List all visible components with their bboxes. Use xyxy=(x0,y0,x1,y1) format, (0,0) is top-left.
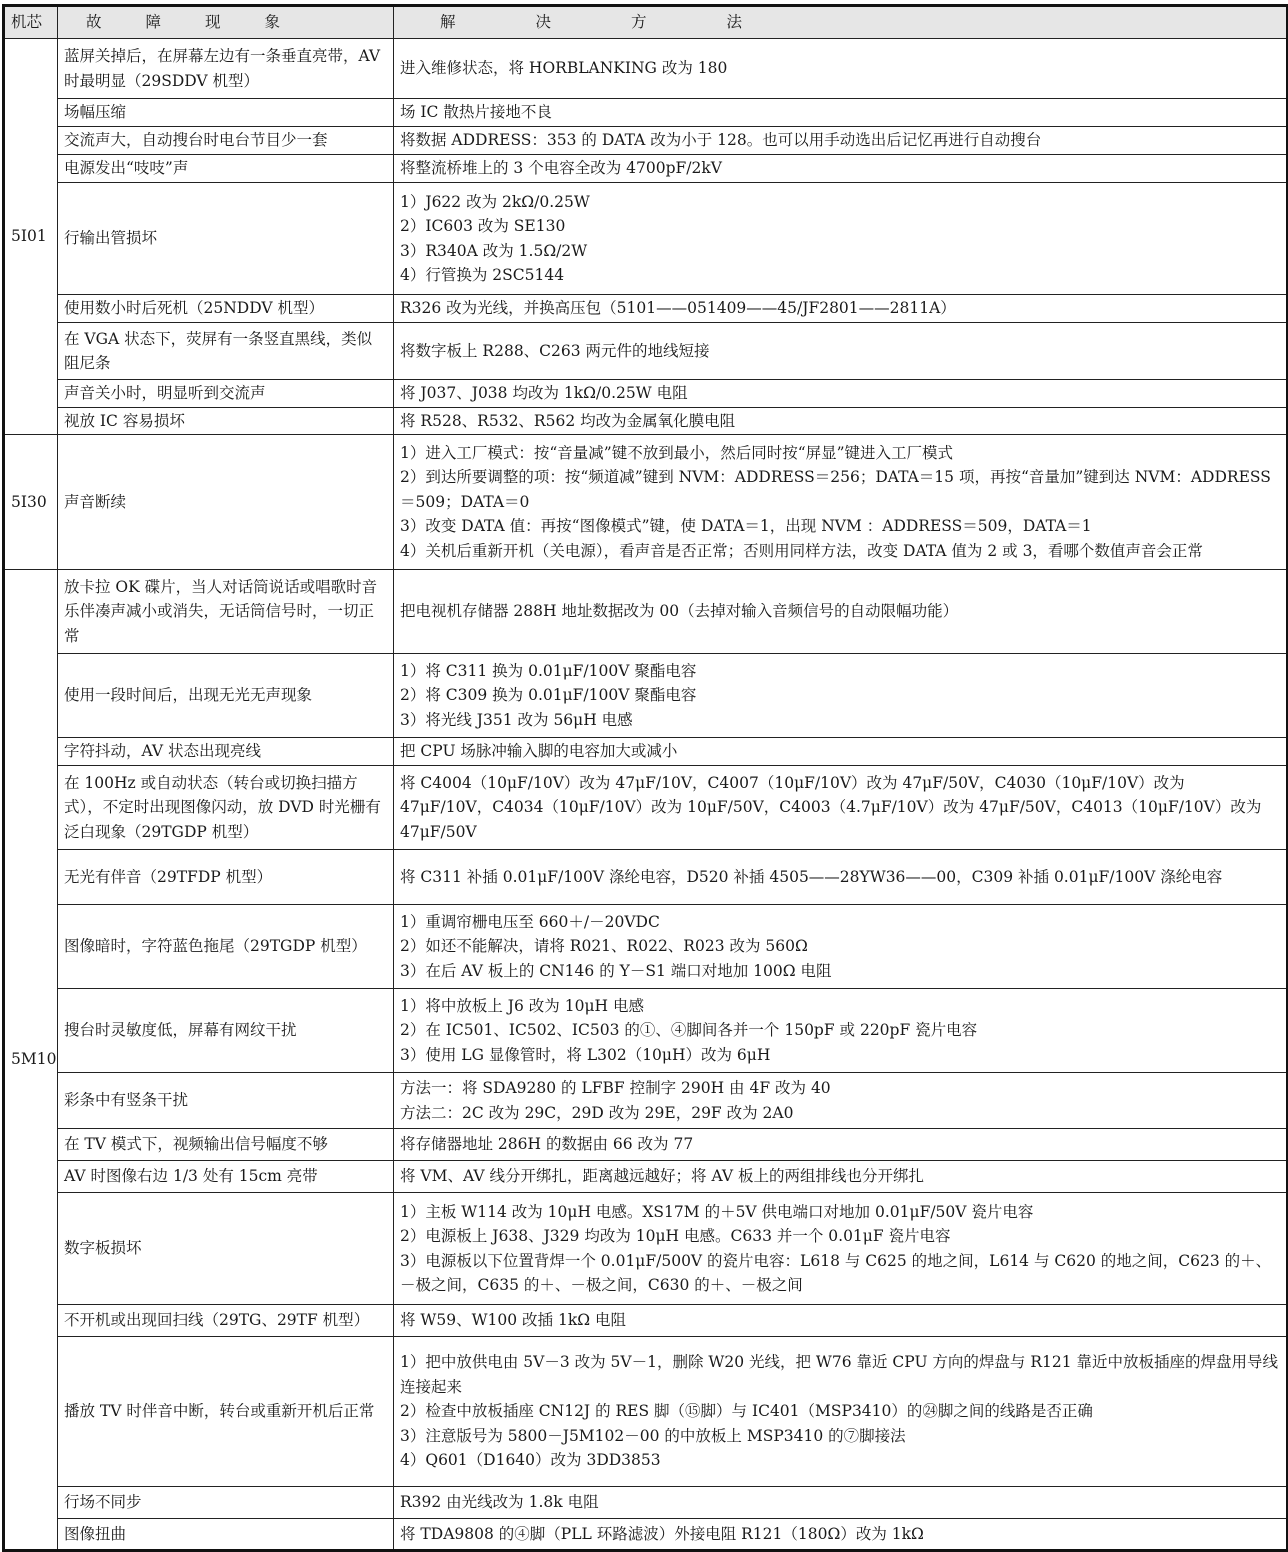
fault-cell: 电源发出“吱吱”声 xyxy=(58,155,394,183)
solution-line: 将 J037、J038 均改为 1kΩ/0.25W 电阻 xyxy=(400,384,688,403)
table-header-row xyxy=(4,6,1288,39)
solution-line: 2）如还不能解决，请将 R021、R022、R023 改为 560Ω xyxy=(400,937,808,956)
solution-line: 3）在后 AV 板上的 CN146 的 Y－S1 端口对地加 100Ω 电阻 xyxy=(400,961,832,980)
solution-cell xyxy=(394,570,1288,654)
table-row xyxy=(4,183,1288,295)
solution-line: 场 IC 散热片接地不良 xyxy=(400,103,552,122)
fault-repair-table xyxy=(2,4,1288,1552)
solution-cell xyxy=(394,989,1288,1073)
solution-cell xyxy=(394,1519,1288,1551)
solution-line: 方法二：2C 改为 29C，29D 改为 29E，29F 改为 2A0 xyxy=(400,1103,794,1122)
fault-cell: 行场不同步 xyxy=(58,1487,394,1519)
fault-cell: 蓝屏关掉后，在屏幕左边有一条垂直亮带，AV 时最明显（29SDDV 机型） xyxy=(58,39,394,99)
fault-cell: 图像扭曲 xyxy=(58,1519,394,1551)
fault-cell: 交流声大，自动搜台时电台节目少一套 xyxy=(58,127,394,155)
solution-line: 将数据 ADDRESS：353 的 DATA 改为小于 128。也可以用手动选出后记忆再进行自动搜台 xyxy=(400,131,1042,150)
fault-cell: 行输出管损坏 xyxy=(58,183,394,295)
solution-line: 3）注意版号为 5800－J5M102－00 的中放板上 MSP3410 的⑦脚接法 xyxy=(400,1426,906,1445)
solution-cell xyxy=(394,1161,1288,1193)
table-row xyxy=(4,1519,1288,1551)
solution-line: 将存储器地址 286H 的数据由 66 改为 77 xyxy=(400,1135,694,1154)
table-row xyxy=(4,155,1288,183)
table-row xyxy=(4,39,1288,99)
solution-line: 将 TDA9808 的④脚（PLL 环路滤波）外接电阻 R121（180Ω）改为 1kΩ xyxy=(400,1524,924,1543)
solution-line: 把电视机存储器 288H 地址数据改为 00（去掉对输入音频信号的自动限幅功能） xyxy=(400,602,959,621)
header-fault: 故 障 现 象 xyxy=(58,6,394,39)
table-row xyxy=(4,989,1288,1073)
solution-line: 3）使用 LG 显像管时，将 L302（10μH）改为 6μH xyxy=(400,1045,771,1064)
solution-cell xyxy=(394,1487,1288,1519)
solution-cell xyxy=(394,183,1288,295)
solution-line: 1）进入工厂模式：按“音量减”键不放到最小，然后同时按“屏显”键进入工厂模式 xyxy=(400,443,954,462)
fault-cell: AV 时图像右边 1/3 处有 15cm 亮带 xyxy=(58,1161,394,1193)
table-row xyxy=(4,1337,1288,1487)
solution-line: R392 由光线改为 1.8k 电阻 xyxy=(400,1493,599,1512)
solution-cell xyxy=(394,323,1288,380)
fault-cell: 声音断续 xyxy=(58,435,394,570)
fault-cell: 在 VGA 状态下，荧屏有一条竖直黑线，类似阻尼条 xyxy=(58,323,394,380)
solution-cell xyxy=(394,654,1288,738)
fault-cell: 放卡拉 OK 碟片，当人对话筒说话或唱歌时音乐伴凑声减小或消失，无话筒信号时，一切正常 xyxy=(58,570,394,654)
table-row xyxy=(4,1073,1288,1129)
table-row xyxy=(4,738,1288,766)
table-row xyxy=(4,570,1288,654)
solution-cell xyxy=(394,1337,1288,1487)
solution-line: 1）重调帘栅电压至 660＋/－20VDC xyxy=(400,912,660,931)
solution-line: 1）将中放板上 J6 改为 10μH 电感 xyxy=(400,996,644,1015)
table-row xyxy=(4,1129,1288,1161)
table-row xyxy=(4,654,1288,738)
table-row xyxy=(4,323,1288,380)
solution-cell xyxy=(394,380,1288,408)
header-solution: 解 决 方 法 xyxy=(394,6,1288,39)
fault-cell: 图像暗时，字符蓝色拖尾（29TGDP 机型） xyxy=(58,905,394,989)
solution-line: 1）主板 W114 改为 10μH 电感。XS17M 的＋5V 供电端口对地加 0.01μF/50V 瓷片电容 xyxy=(400,1202,1034,1221)
solution-cell xyxy=(394,905,1288,989)
solution-cell xyxy=(394,850,1288,905)
solution-line: 3）R340A 改为 1.5Ω/2W xyxy=(400,241,588,260)
table-row xyxy=(4,1305,1288,1337)
solution-line: 2）将 C309 换为 0.01μF/100V 聚酯电容 xyxy=(400,686,697,705)
solution-cell xyxy=(394,155,1288,183)
fault-cell: 字符抖动，AV 状态出现亮线 xyxy=(58,738,394,766)
table-row xyxy=(4,1487,1288,1519)
fault-cell: 数字板损坏 xyxy=(58,1193,394,1305)
solution-cell xyxy=(394,1193,1288,1305)
fault-cell: 场幅压缩 xyxy=(58,99,394,127)
fault-cell: 不开机或出现回扫线（29TG、29TF 机型） xyxy=(58,1305,394,1337)
solution-cell xyxy=(394,1073,1288,1129)
solution-line: ＝509；DATA＝0 xyxy=(400,492,530,511)
table-row xyxy=(4,295,1288,323)
solution-cell xyxy=(394,39,1288,99)
solution-line: 3）电源板以下位置背焊一个 0.01μF/500V 的瓷片电容：L618 与 C625 的地之间，L614 与 C620 的地之间，C623 的＋、－极之间，C635 的＋、－极之间，C630 的＋、－极之间 xyxy=(400,1251,1272,1294)
solution-line: 方法一：将 SDA9280 的 LFBF 控制字 290H 由 4F 改为 40 xyxy=(400,1079,831,1097)
solution-line: 4）关机后重新开机（关电源），看声音是否正常；否则用同样方法，改变 DATA 值为 2 或 3，看哪个数值声音会正常 xyxy=(400,541,1203,560)
table-row xyxy=(4,766,1288,850)
solution-cell xyxy=(394,766,1288,850)
table-row xyxy=(4,435,1288,570)
core-model-cell: 5I30 xyxy=(4,435,58,570)
fault-cell: 播放 TV 时伴音中断，转台或重新开机后正常 xyxy=(58,1337,394,1487)
fault-cell: 在 TV 模式下，视频输出信号幅度不够 xyxy=(58,1129,394,1161)
solution-line: 2）IC603 改为 SE130 xyxy=(400,217,566,235)
solution-cell xyxy=(394,295,1288,323)
solution-line: 将 C4004（10μF/10V）改为 47μF/10V，C4007（10μF/10V）改为 47μF/50V，C4030（10μF/10V）改为 47μF/10V，C4034（10μF/10V）改为 10μF/50V，C4003（4.7μF/10V）改为 47μF/50V，C4013（10μF/10V）改为 47μF/50V xyxy=(400,773,1262,841)
solution-line: 4）行管换为 2SC5144 xyxy=(400,266,565,284)
fault-cell: 使用数小时后死机（25NDDV 机型） xyxy=(58,295,394,323)
solution-line: 1）把中放供电由 5V－3 改为 5V－1，删除 W20 光线，把 W76 靠近 CPU 方向的焊盘与 R121 靠近中放板插座的焊盘用导线连接起来 xyxy=(400,1353,1279,1396)
solution-cell xyxy=(394,99,1288,127)
core-model-cell: 5I01 xyxy=(4,39,58,435)
solution-line: 4）Q601（D1640）改为 3DD3853 xyxy=(400,1451,661,1470)
solution-line: 把 CPU 场脉冲输入脚的电容加大或减小 xyxy=(400,742,678,761)
solution-cell xyxy=(394,127,1288,155)
solution-cell xyxy=(394,408,1288,435)
header-core: 机芯 xyxy=(4,6,58,39)
fault-cell: 声音关小时，明显听到交流声 xyxy=(58,380,394,408)
solution-line: 2）检查中放板插座 CN12J 的 RES 脚（⑮脚）与 IC401（MSP3410）的㉔脚之间的线路是否正确 xyxy=(400,1402,1093,1421)
solution-cell xyxy=(394,738,1288,766)
solution-cell xyxy=(394,1305,1288,1337)
solution-line: 将 VM、AV 线分开绑扎，距离越远越好；将 AV 板上的两组排线也分开绑扎 xyxy=(400,1167,925,1186)
table-row xyxy=(4,380,1288,408)
fault-cell: 使用一段时间后，出现无光无声现象 xyxy=(58,654,394,738)
solution-cell xyxy=(394,435,1288,570)
fault-cell: 彩条中有竖条干扰 xyxy=(58,1073,394,1129)
solution-line: 3）将光线 J351 改为 56μH 电感 xyxy=(400,710,633,729)
core-model-cell: 5M10 xyxy=(4,570,58,1551)
solution-line: 1）将 C311 换为 0.01μF/100V 聚酯电容 xyxy=(400,661,697,680)
solution-line: 进入维修状态，将 HORBLANKING 改为 180 xyxy=(400,59,728,78)
solution-cell xyxy=(394,1129,1288,1161)
table-row xyxy=(4,127,1288,155)
solution-line: 将 C311 补插 0.01μF/100V 涤纶电容，D520 补插 4505——28YW36——00，C309 补插 0.01μF/100V 涤纶电容 xyxy=(400,867,1223,886)
solution-line: 将 W59、W100 改插 1kΩ 电阻 xyxy=(400,1311,626,1330)
table-row xyxy=(4,408,1288,435)
solution-line: 3）改变 DATA 值：再按“图像模式”键，使 DATA＝1，出现 NVM ：ADDRESS＝509，DATA＝1 xyxy=(400,517,1092,536)
solution-line: 1）J622 改为 2kΩ/0.25W xyxy=(400,192,590,211)
solution-line: 2）电源板上 J638、J329 均改为 10μH 电感。C633 并一个 0.01μF 瓷片电容 xyxy=(400,1227,951,1245)
table-row xyxy=(4,1161,1288,1193)
table-row xyxy=(4,1193,1288,1305)
fault-cell: 搜台时灵敏度低，屏幕有网纹干扰 xyxy=(58,989,394,1073)
table-row xyxy=(4,99,1288,127)
table-body xyxy=(4,39,1288,1551)
fault-cell: 在 100Hz 或自动状态（转台或切换扫描方式），不定时出现图像闪动，放 DVD 时光栅有泛白现象（29TGDP 机型） xyxy=(58,766,394,850)
solution-line: 2）到达所要调整的项：按“频道减”键到 NVM：ADDRESS＝256；DATA＝15 项，再按“音量加”键到达 NVM：ADDRESS xyxy=(400,468,1271,487)
solution-line: 将 R528、R532、R562 均改为金属氧化膜电阻 xyxy=(400,411,736,430)
table-row xyxy=(4,905,1288,989)
fault-cell: 视放 IC 容易损坏 xyxy=(58,408,394,435)
solution-line: R326 改为光线，并换高压包（5101——051409——45/JF2801——2811A） xyxy=(400,299,956,318)
solution-line: 将数字板上 R288、C263 两元件的地线短接 xyxy=(400,341,710,360)
solution-line: 将整流桥堆上的 3 个电容全改为 4700pF/2kV xyxy=(400,159,722,178)
table-row xyxy=(4,850,1288,905)
solution-line: 2）在 IC501、IC502、IC503 的①、④脚间各并一个 150pF 或 220pF 瓷片电容 xyxy=(400,1021,978,1040)
fault-cell: 无光有伴音（29TFDP 机型） xyxy=(58,850,394,905)
